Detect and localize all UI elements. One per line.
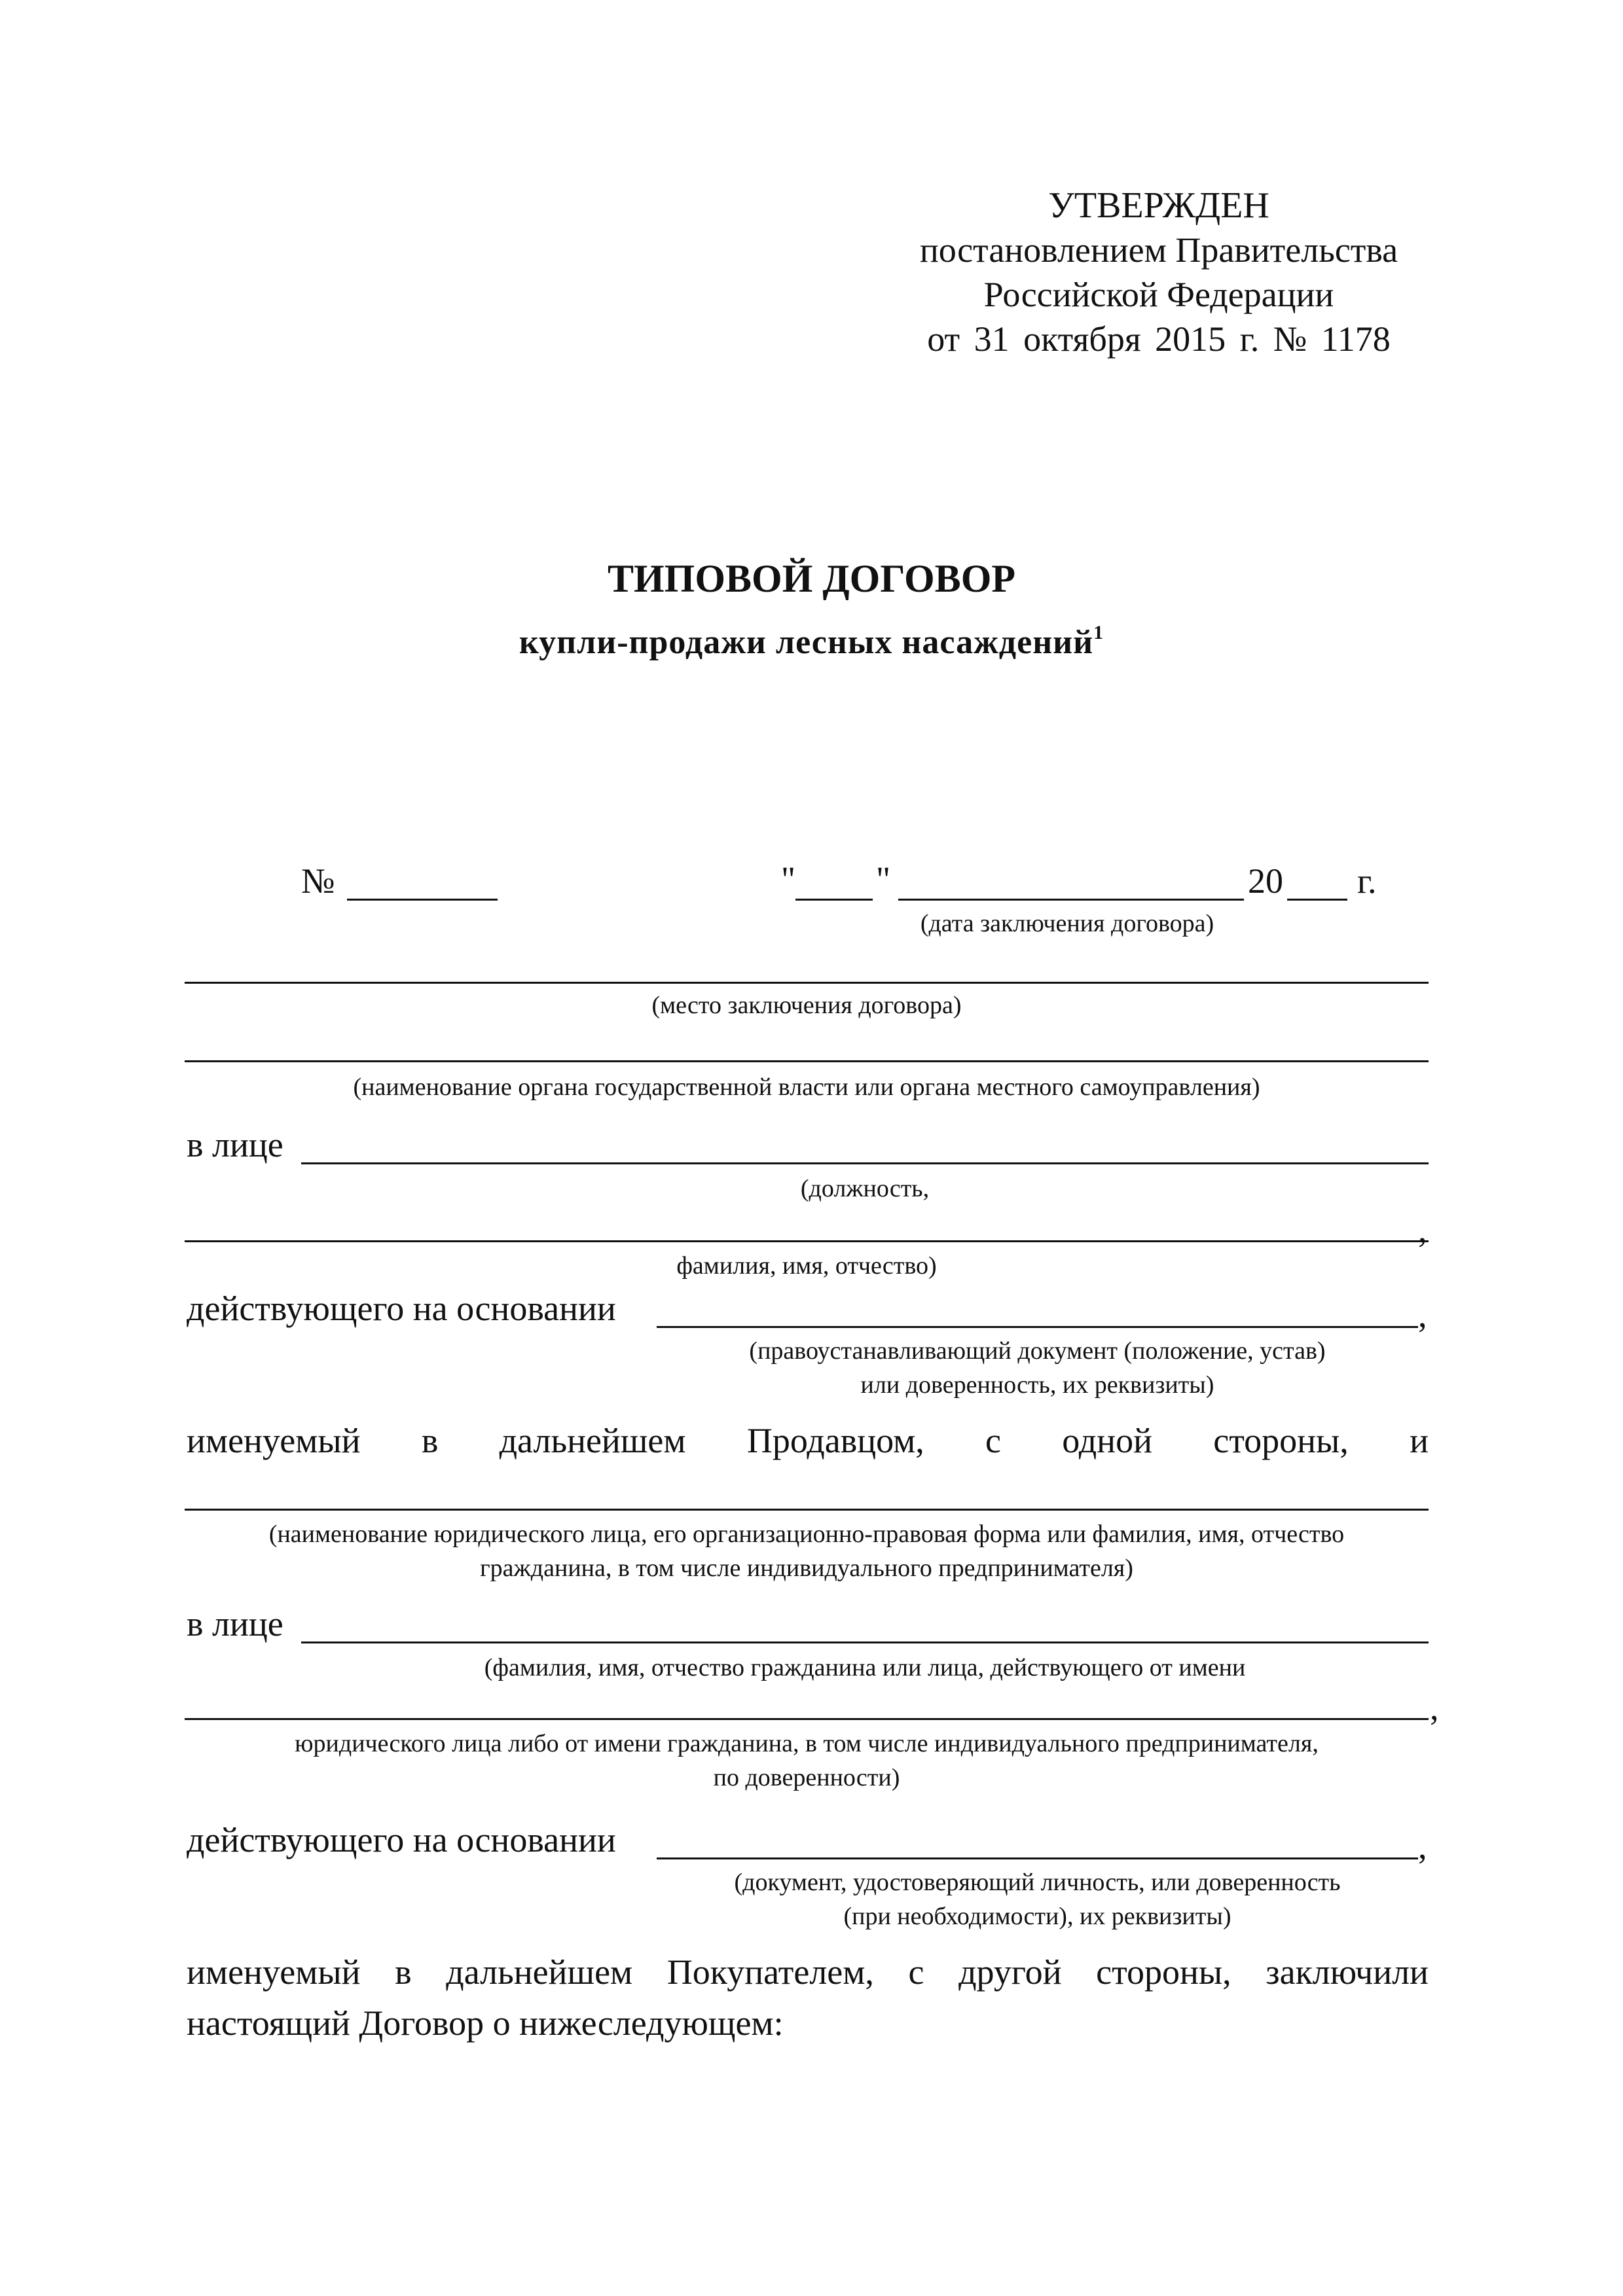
seller-fio-field[interactable]	[185, 1240, 1429, 1242]
buyer-name-caption-line: (наименование юридического лица, его организационно-правовая форма или фамилия, имя, отчество	[268, 1520, 1345, 1548]
seller-word: одной	[1062, 1421, 1152, 1460]
seller-position-field[interactable]	[301, 1162, 1429, 1164]
closing-word: заключили	[1266, 1952, 1429, 1992]
closing-word: с	[908, 1952, 924, 1992]
position-caption: (должность,	[800, 1175, 930, 1202]
seller-word: именуемый	[187, 1421, 361, 1460]
basis-caption	[657, 1334, 1418, 1402]
seller-word: дальнейшем	[499, 1421, 686, 1460]
basis-caption-line: (документ, удостоверяющий личность, или доверенность	[734, 1869, 1341, 1896]
rep-caption-line: по доверенности)	[713, 1764, 900, 1791]
number-sign: №	[301, 861, 335, 901]
year-field[interactable]	[1287, 899, 1347, 901]
seller-basis-field[interactable]	[657, 1326, 1418, 1328]
buyer-name-caption-line: гражданина, в том числе индивидуального предпринимателя)	[480, 1554, 1133, 1582]
document-title: ТИПОВОЙ ДОГОВОР	[607, 557, 1016, 600]
buyer-name-caption	[185, 1517, 1429, 1585]
comma: ,	[1418, 1295, 1427, 1335]
buyer-designation-line	[187, 1952, 1429, 1992]
seller-word: Продавцом,	[746, 1421, 924, 1460]
approval-date-number: от 31 октября 2015 г. № 1178	[927, 319, 1391, 359]
footnote-mark: 1	[1093, 622, 1104, 643]
seller-word: в	[421, 1421, 439, 1460]
authority-caption: (наименование органа государственной власти или органа местного самоуправления)	[353, 1073, 1260, 1101]
place-field[interactable]	[185, 982, 1429, 984]
comma: ,	[1418, 1827, 1427, 1866]
year-suffix: г.	[1357, 861, 1377, 901]
date-caption: (дата заключения договора)	[920, 910, 1214, 937]
document-subtitle	[0, 622, 1623, 662]
closing-line: настоящий Договор о нижеследующем:	[187, 2003, 784, 2043]
seller-word: и	[1410, 1421, 1429, 1460]
closing-word: Покупателем,	[666, 1952, 874, 1992]
acting-basis-label: действующего на основании	[187, 1820, 616, 1859]
in-person-label: в лице	[187, 1125, 283, 1164]
approval-block	[838, 183, 1480, 361]
buyer-name-field[interactable]	[185, 1509, 1429, 1511]
seller-word: стороны,	[1213, 1421, 1349, 1460]
in-person-label: в лице	[187, 1604, 283, 1643]
buyer-basis-field[interactable]	[657, 1857, 1418, 1859]
year-prefix: 20	[1248, 861, 1283, 901]
basis-caption-line: или доверенность, их реквизиты)	[860, 1371, 1214, 1399]
rep-caption: (фамилия, имя, отчество гражданина или лица, действующего от имени	[484, 1654, 1246, 1681]
acting-basis-label: действующего на основании	[187, 1289, 616, 1328]
rep-caption-cont	[185, 1727, 1429, 1795]
approval-line: постановлением Правительства	[919, 230, 1398, 270]
quote-close: "	[876, 859, 891, 899]
authority-field[interactable]	[185, 1060, 1429, 1062]
buyer-rep-field[interactable]	[301, 1641, 1429, 1643]
comma: ,	[1418, 1210, 1427, 1249]
comma: ,	[1430, 1688, 1439, 1727]
contract-number-field[interactable]	[347, 899, 498, 901]
closing-word: другой	[958, 1952, 1062, 1992]
closing-word: дальнейшем	[446, 1952, 633, 1992]
basis-caption-line: (правоустанавливающий документ (положение, устав)	[749, 1337, 1326, 1365]
seller-word: с	[985, 1421, 1001, 1460]
closing-word: стороны,	[1096, 1952, 1231, 1992]
rep-caption-line: юридического лица либо от имени гражданина, в том числе индивидуального предпринимателя,	[295, 1730, 1319, 1757]
quote-open: "	[781, 859, 796, 899]
seller-designation-line	[187, 1420, 1429, 1461]
fio-caption: фамилия, имя, отчество)	[676, 1252, 937, 1280]
approval-heading: УТВЕРЖДЕН	[1048, 185, 1269, 226]
closing-word: именуемый	[187, 1952, 361, 1992]
approval-line: Российской Федерации	[983, 275, 1334, 314]
closing-word: в	[395, 1952, 412, 1992]
place-caption: (место заключения договора)	[651, 992, 962, 1019]
buyer-rep-field-cont[interactable]	[185, 1718, 1429, 1720]
basis-caption-line: (при необходимости), их реквизиты)	[843, 1903, 1231, 1930]
basis-caption	[657, 1865, 1418, 1933]
subtitle-text: купли-продажи лесных насаждений	[519, 624, 1094, 661]
month-field[interactable]	[898, 899, 1244, 901]
day-field[interactable]	[795, 899, 873, 901]
